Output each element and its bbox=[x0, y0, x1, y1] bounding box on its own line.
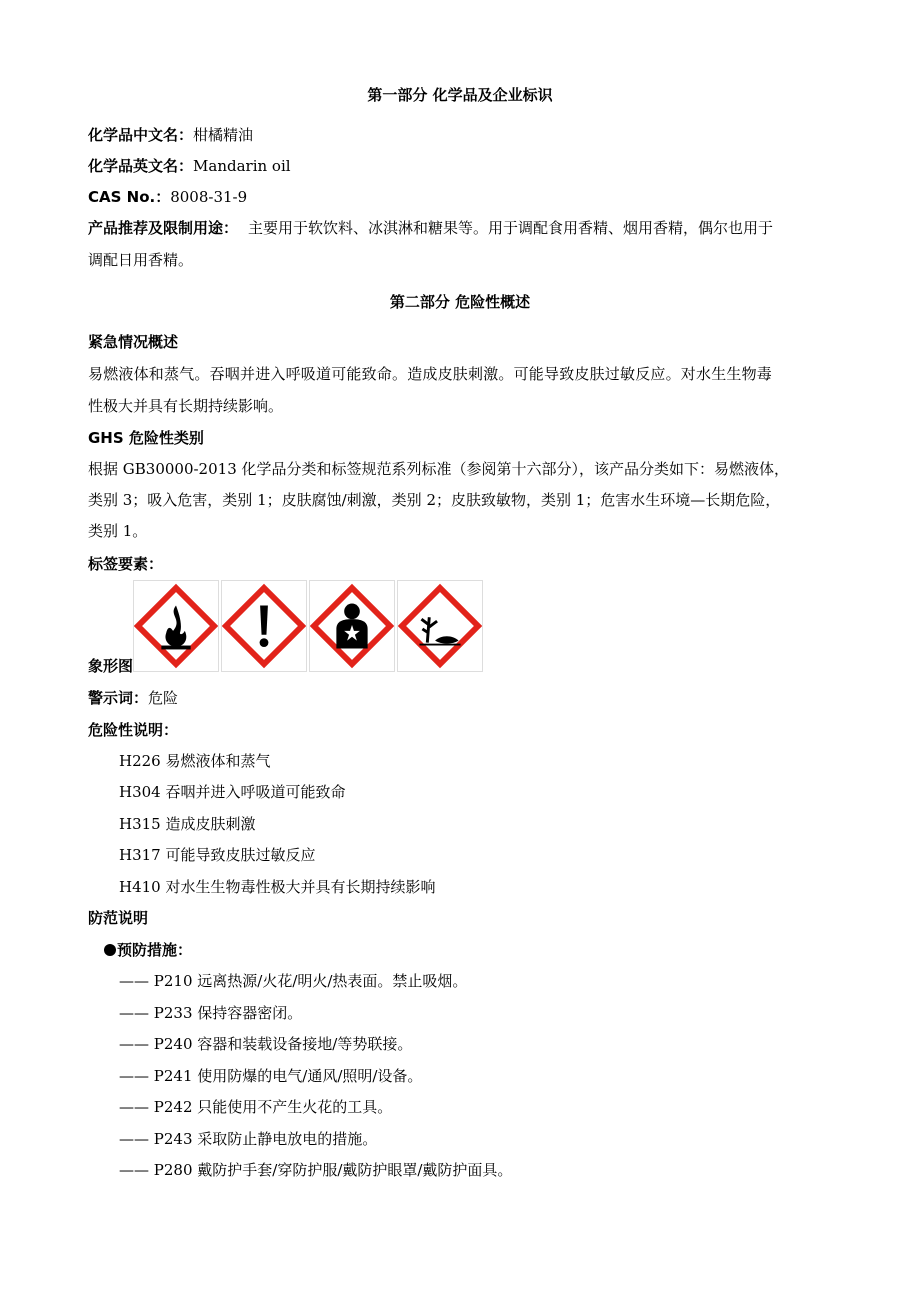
ghs-line1: 根据 GB30000-2013 化学品分类和标签规范系列标准（参阅第十六部分），该产品分类如下：易燃液体， bbox=[88, 460, 790, 478]
cas-value: 8008-31-9 bbox=[170, 188, 248, 206]
ghs-line3: 类别 1。 bbox=[88, 522, 148, 540]
emergency-line2: 性极大并具有长期持续影响。 bbox=[88, 397, 284, 415]
prevention-item: —— P241 使用防爆的电气/通风/照明/设备。 bbox=[119, 1067, 423, 1085]
prevention-item: —— P210 远离热源/火花/明火/热表面。禁止吸烟。 bbox=[119, 972, 468, 990]
hazard-statement: H304 吞咽并进入呼吸道可能致命 bbox=[119, 783, 346, 801]
prevention-item: —— P242 只能使用不产生火花的工具。 bbox=[119, 1098, 393, 1116]
emergency-line1: 易燃液体和蒸气。吞咽并进入呼吸道可能致命。造成皮肤刺激。可能导致皮肤过敏反应。对水生生物毒 bbox=[88, 365, 773, 383]
signal-label: 警示词： bbox=[88, 689, 149, 707]
prevention-item: —— P243 采取防止静电放电的措施。 bbox=[119, 1130, 378, 1148]
ghs-label: GHS 危险性类别 bbox=[88, 429, 204, 447]
prevention-item: —— P233 保持容器密闭。 bbox=[119, 1004, 303, 1022]
en-name-label: 化学品英文名： bbox=[88, 157, 194, 175]
cas-row bbox=[88, 187, 247, 207]
exclamation-icon bbox=[221, 580, 307, 672]
prevention-item: —— P240 容器和装载设备接地/等势联接。 bbox=[119, 1035, 413, 1053]
health-hazard-icon bbox=[309, 580, 395, 672]
hazard-label: 危险性说明： bbox=[88, 721, 179, 739]
use-label: 产品推荐及限制用途： bbox=[88, 219, 239, 237]
prevention-item: —— P280 戴防护手套/穿防护服/戴防护眼罩/戴防护面具。 bbox=[119, 1161, 513, 1179]
section2-title: 第二部分 危险性概述 bbox=[389, 293, 531, 311]
use-text: 主要用于软饮料、冰淇淋和糖果等。用于调配食用香精、烟用香精，偶尔也用于 bbox=[248, 219, 774, 237]
signal-word: 危险 bbox=[148, 689, 179, 707]
en-name-value: Mandarin oil bbox=[193, 157, 291, 175]
bullet-icon bbox=[104, 944, 116, 956]
emergency-label: 紧急情况概述 bbox=[88, 333, 179, 351]
cn-name-value: 柑橘精油 bbox=[193, 126, 254, 144]
use-text-line2: 调配日用香精。 bbox=[88, 251, 194, 269]
use-row bbox=[88, 218, 773, 238]
environment-icon bbox=[397, 580, 483, 672]
cn-name-label: 化学品中文名： bbox=[88, 126, 194, 144]
cn-name-row bbox=[88, 125, 253, 145]
cas-label: CAS No.： bbox=[88, 188, 171, 206]
label-elements-heading: 标签要素： bbox=[88, 555, 164, 573]
ghs-pictogram-row bbox=[133, 580, 483, 672]
hazard-statement: H315 造成皮肤刺激 bbox=[119, 815, 256, 833]
signal-row bbox=[88, 688, 178, 708]
flame-icon bbox=[133, 580, 219, 672]
hazard-statement: H410 对水生生物毒性极大并具有长期持续影响 bbox=[119, 878, 436, 896]
pictogram-label: 象形图 bbox=[88, 657, 134, 675]
prevention-label: 预防措施： bbox=[117, 941, 193, 959]
section1-title: 第一部分 化学品及企业标识 bbox=[367, 86, 553, 104]
prevention-heading bbox=[104, 940, 192, 960]
en-name-row bbox=[88, 156, 291, 176]
precaution-label: 防范说明 bbox=[88, 909, 149, 927]
hazard-statement: H226 易燃液体和蒸气 bbox=[119, 752, 271, 770]
ghs-line2: 类别 3；吸入危害，类别 1；皮肤腐蚀/刺激，类别 2；皮肤致敏物，类别 1；危害水生环境—长期危险， bbox=[88, 491, 781, 509]
hazard-statement: H317 可能导致皮肤过敏反应 bbox=[119, 846, 316, 864]
